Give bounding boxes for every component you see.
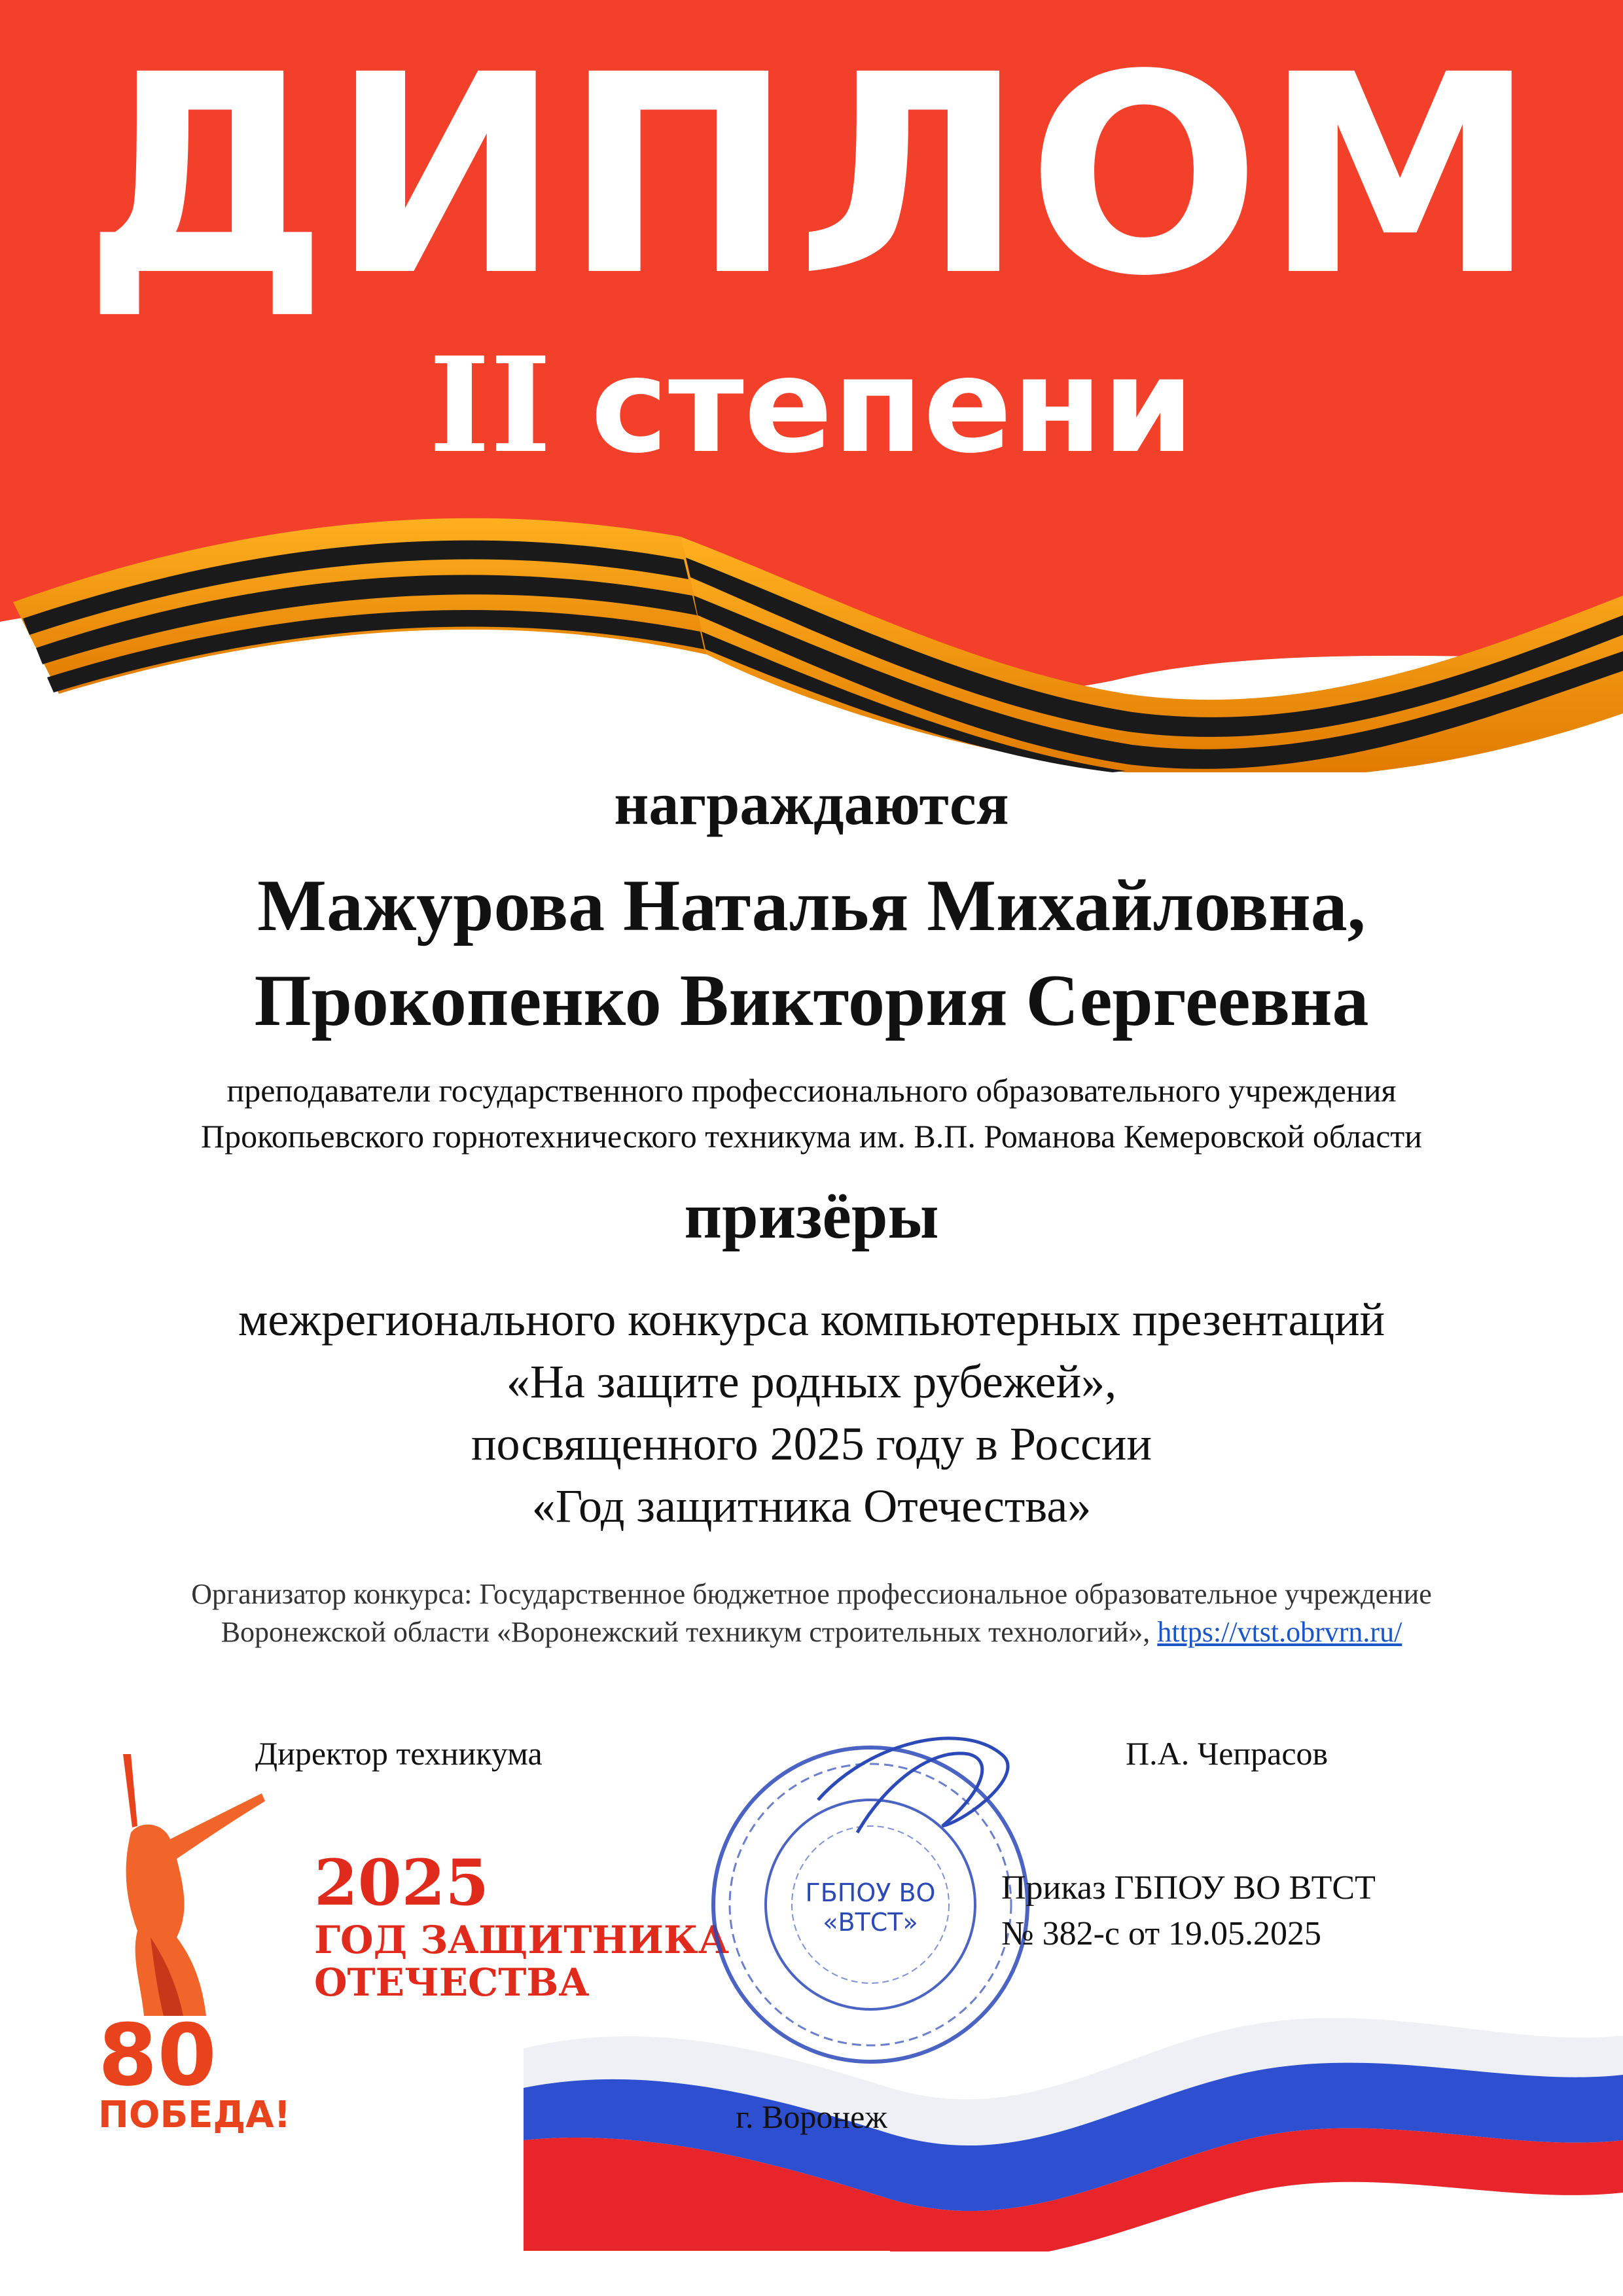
- recipient-position-2: Прокопьевского горнотехнического техникума им. В.П. Романова Кемеровской области: [201, 1118, 1422, 1155]
- organizer-line-2: [0, 1615, 1623, 1649]
- victory-word: ПОБЕДА!: [98, 2094, 291, 2134]
- organizer-line-1: Организатор конкурса: Государственное бюджетное профессиональное образовательное учреждение: [191, 1578, 1432, 1610]
- director-role: Директор техникума: [255, 1735, 543, 1772]
- order-line-1: Приказ ГБПОУ ВО ВТСТ: [1001, 1869, 1376, 1907]
- awarded-heading: награждаются: [614, 770, 1009, 837]
- year-logo-number: 2025: [314, 1846, 490, 1920]
- recipient-name-1: Мажурова Наталья Михайловна,: [257, 865, 1366, 946]
- stamp-center-line-2: «ВТСТ»: [823, 1908, 918, 1937]
- year-logo-line-1: ГОД ЗАЩИТНИКА: [314, 1918, 729, 1962]
- city-label: г. Воронеж: [736, 2098, 887, 2135]
- degree-roman: II: [429, 329, 552, 482]
- contest-line-4: «Год защитника Отечества»: [531, 1480, 1092, 1532]
- victory-number: 80: [98, 2005, 217, 2105]
- victory-80-emblem: [92, 1741, 314, 2134]
- contest-line-1: межрегионального конкурса компьютерных презентаций: [238, 1293, 1385, 1346]
- recipient-name-2: Прокопенко Виктория Сергеевна: [254, 960, 1369, 1041]
- degree-line: [0, 329, 1623, 482]
- director-name: П.А. Чепрасов: [1126, 1735, 1329, 1772]
- year-logo-line-2: ОТЕЧЕСТВА: [314, 1960, 590, 2005]
- st-george-ribbon: [0, 497, 1623, 772]
- order-line-2: № 382-с от 19.05.2025: [1001, 1915, 1322, 1952]
- organizer-url-link[interactable]: https://vtst.obrvrn.ru/: [1157, 1616, 1402, 1648]
- prize-heading: призёры: [684, 1179, 939, 1252]
- degree-word: степени: [590, 330, 1194, 482]
- diploma-title: ДИПЛОМ: [83, 16, 1540, 336]
- recipient-position-1: преподаватели государственного профессионального образовательного учреждения: [226, 1072, 1397, 1109]
- organizer-line-2-text: Воронежской области «Воронежский техникум строительных технологий»,: [221, 1616, 1158, 1648]
- stamp-center-line-1: ГБПОУ ВО: [805, 1878, 936, 1907]
- contest-line-3: посвященного 2025 году в России: [471, 1418, 1152, 1470]
- official-stamp: [687, 1715, 1054, 2081]
- contest-line-2: «На защите родных рубежей»,: [506, 1355, 1117, 1408]
